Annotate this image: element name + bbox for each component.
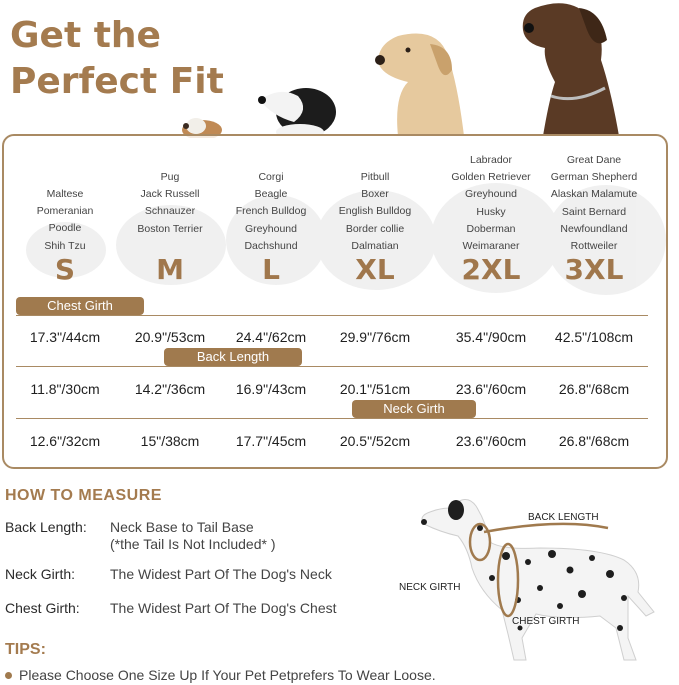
title-line-1: Get the [10, 15, 161, 56]
size-label-m: M [156, 253, 184, 286]
back-length-m: 14.2"/36cm [134, 381, 206, 397]
how-to-measure-heading: HOW TO MEASURE [5, 487, 162, 504]
tips-heading: TIPS: [5, 641, 46, 658]
breed-name: Pitbull [360, 171, 390, 183]
breed-name: Corgi [258, 171, 284, 183]
breed-name: Poodle [48, 222, 82, 235]
neck-girth-tag: Neck Girth [352, 400, 476, 418]
neck-girth-label: Neck Girth: [5, 566, 76, 582]
breed-name: Great Dane [566, 154, 622, 166]
diagram-chest-girth-label: CHEST GIRTH [512, 616, 580, 627]
bullet-icon [5, 672, 12, 679]
size-label-xl: XL [355, 253, 395, 286]
chest-girth-l: 24.4"/62cm [235, 329, 307, 345]
neck-girth-xl: 20.5"/52cm [339, 433, 411, 449]
great-dane-photo [515, 0, 630, 136]
breed-list-s [7, 186, 123, 255]
row-divider [16, 315, 648, 316]
row-divider [16, 366, 648, 367]
back-length-arc [484, 524, 608, 532]
chest-girth-label: Chest Girth: [5, 600, 80, 616]
chest-girth-s: 17.3"/44cm [29, 329, 101, 345]
breed-name: Boston Terrier [137, 222, 203, 235]
breed-name: Dalmatian [351, 239, 399, 252]
size-label-l: L [262, 253, 280, 286]
back-length-tag: Back Length [164, 348, 302, 366]
neck-girth-desc: The Widest Part Of The Dog's Neck [110, 566, 332, 582]
back-length-l: 16.9"/43cm [235, 381, 307, 397]
tip-item [5, 667, 436, 683]
chest-girth-tag: Chest Girth [16, 297, 144, 315]
breed-list-2xl [433, 152, 549, 255]
breed-list-3xl [536, 152, 652, 255]
breed-name: Doberman [466, 222, 516, 235]
diagram-neck-girth-label: NECK GIRTH [399, 582, 461, 593]
breed-name: Newfoundland [560, 222, 628, 235]
labrador-photo [368, 26, 478, 136]
chest-girth-xl: 29.9"/76cm [339, 329, 411, 345]
breed-list-m [112, 169, 228, 238]
back-length-note: (*the Tail Is Not Included* ) [110, 536, 276, 552]
back-length-2xl: 23.6"/60cm [455, 381, 527, 397]
breed-name: Greyhound [465, 188, 517, 201]
back-length-s: 11.8"/30cm [30, 381, 100, 397]
breed-name: Greyhound [245, 222, 297, 235]
breed-name: Jack Russell [140, 188, 200, 201]
breed-name: Weimaraner [462, 240, 520, 253]
neck-girth-l: 17.7"/45cm [235, 433, 307, 449]
breed-name: Alaskan Malamute [550, 188, 638, 201]
back-length-label: Back Length: [5, 519, 87, 535]
breed-list-xl [317, 169, 433, 255]
neck-girth-3xl: 26.8"/68cm [558, 433, 630, 449]
row-divider [16, 418, 648, 419]
size-label-2xl: 2XL [461, 253, 521, 286]
breed-name: Border collie [345, 222, 405, 235]
breed-name: Boxer [361, 188, 389, 201]
breed-name: Golden Retriever [451, 171, 531, 184]
breed-name: Dachshund [244, 239, 298, 252]
breed-name: Rottweiler [570, 240, 618, 253]
breed-name: Labrador [469, 154, 513, 166]
breed-name: Pomeranian [36, 205, 94, 218]
diagram-back-length-label: BACK LENGTH [528, 512, 599, 523]
breed-name: English Bulldog [338, 205, 412, 218]
chest-girth-3xl: 42.5"/108cm [554, 329, 634, 345]
breed-name: Husky [476, 205, 506, 218]
breed-name: Shih Tzu [44, 239, 86, 252]
back-length-desc: Neck Base to Tail Base [110, 519, 254, 535]
breed-name: French Bulldog [235, 205, 307, 218]
chest-girth-2xl: 35.4"/90cm [455, 329, 527, 345]
title-line-2: Perfect Fit [10, 61, 224, 102]
chest-girth-m: 20.9"/53cm [134, 329, 206, 345]
breed-name: Schnauzer [144, 205, 196, 218]
back-length-xl: 20.1"/51cm [339, 381, 411, 397]
border-collie-photo [250, 76, 345, 136]
breed-list-l [213, 169, 329, 255]
neck-girth-s: 12.6"/32cm [29, 433, 101, 449]
breed-name: German Shepherd [550, 171, 638, 184]
neck-girth-m: 15"/38cm [140, 433, 200, 449]
breed-name: Beagle [254, 188, 288, 201]
breed-name: Saint Bernard [561, 205, 627, 218]
neck-girth-2xl: 23.6"/60cm [455, 433, 527, 449]
breed-name: Pug [160, 171, 180, 183]
dalmatian-illustration [421, 499, 654, 660]
breed-name: Maltese [46, 188, 84, 200]
back-length-3xl: 26.8"/68cm [558, 381, 630, 397]
tip-text: Please Choose One Size Up If Your Pet Petprefers To Wear Loose. [19, 667, 436, 683]
size-label-3xl: 3XL [564, 253, 624, 286]
chest-girth-desc: The Widest Part Of The Dog's Chest [110, 600, 337, 616]
size-label-s: S [54, 253, 76, 286]
